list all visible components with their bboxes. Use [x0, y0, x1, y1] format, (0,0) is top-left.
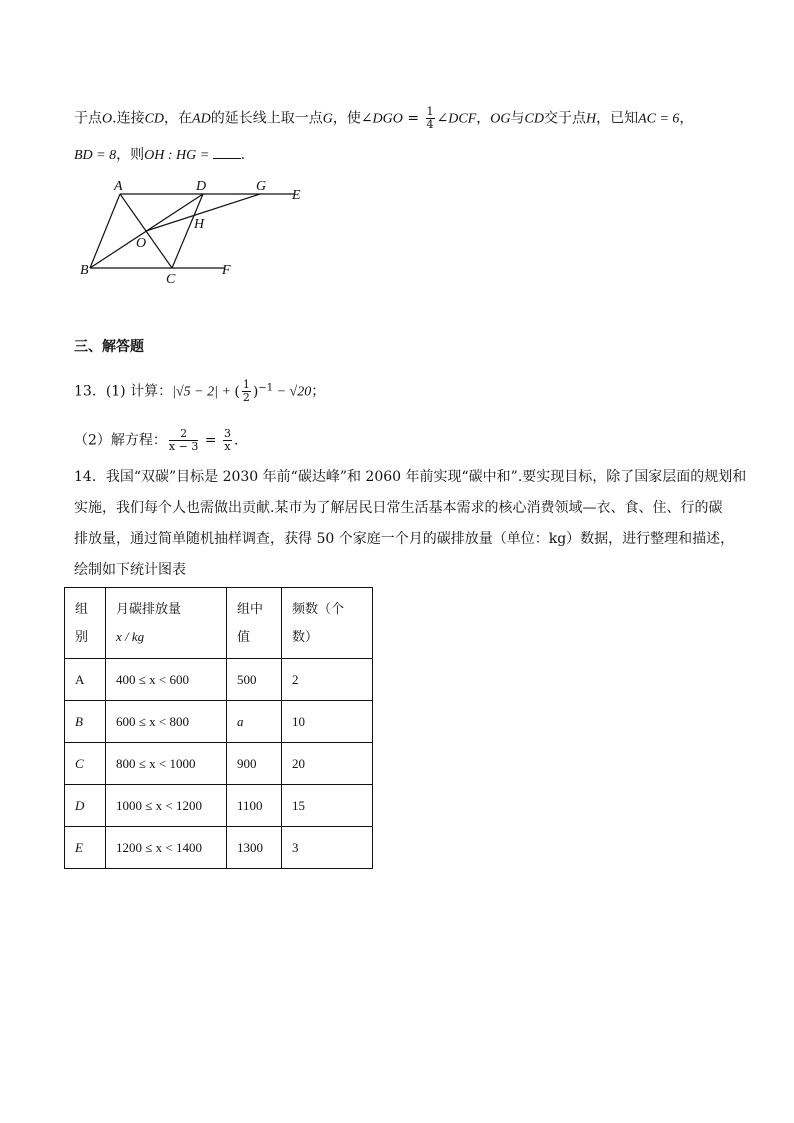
problem13-part2	[74, 428, 238, 453]
text: 于点	[74, 110, 102, 127]
table-row	[65, 659, 373, 701]
label-a: A	[114, 179, 123, 194]
table-row	[65, 827, 373, 869]
header-emission	[106, 588, 227, 659]
cell-midpoint: 1300	[227, 827, 282, 869]
math-var: H	[585, 111, 597, 127]
cell-range: 400 ≤ x < 600	[106, 659, 227, 701]
fraction-rhs	[223, 428, 232, 453]
frac-den: x − 3	[168, 440, 199, 453]
problem13-part1	[74, 378, 325, 404]
cell-range: 800 ≤ x < 1000	[106, 743, 227, 785]
table-header-row	[65, 588, 373, 659]
label-h: H	[194, 217, 205, 232]
text: 交于点	[543, 110, 586, 127]
text: ；	[311, 383, 326, 400]
cell-midpoint: a	[227, 701, 282, 743]
table-row	[65, 743, 373, 785]
label-d: D	[196, 179, 207, 194]
cell-frequency: 15	[282, 785, 373, 827]
problem14-line: 绘制如下统计图表	[74, 562, 186, 578]
header-text: 组	[75, 601, 89, 616]
frac-den: 2	[242, 391, 250, 405]
text: ，	[679, 110, 694, 127]
label-o: O	[136, 236, 147, 251]
problem14-line: 实施，我们每个人也需做出贡献.某市为了解居民日常生活基本需求的核心消费领域—衣、食、住、行的碳	[74, 500, 723, 516]
answer-blank	[213, 146, 241, 159]
cell-frequency: 20	[282, 743, 373, 785]
ratio-oh-hg: OH : HG =	[144, 148, 213, 163]
fraction-one-quarter	[426, 106, 435, 131]
expr-abs: |√5 − 2| +	[172, 384, 235, 400]
math-var: AD	[192, 111, 211, 127]
cell-range: 600 ≤ x < 800	[106, 701, 227, 743]
table-row	[65, 701, 373, 743]
table-row	[65, 785, 373, 827]
cell-group: E	[65, 827, 106, 869]
problem14-line: 14．我国“双碳”目标是 2030 年前“碳达峰”和 2060 年前实现“碳中和”.要实现目标，除了国家层面的规划和	[74, 469, 747, 485]
header-text: 月碳排放量	[116, 601, 182, 616]
cell-group: A	[65, 659, 106, 701]
equals: =	[402, 110, 424, 127]
text: ，已知	[596, 110, 639, 127]
math-var: G	[322, 111, 333, 127]
header-frequency	[282, 588, 373, 659]
header-group	[65, 588, 106, 659]
angle-dcf: ∠DCF	[436, 111, 477, 127]
text: 的延长线上取一点	[210, 110, 323, 127]
equals: =	[200, 432, 221, 449]
label-e: E	[292, 188, 301, 203]
cell-midpoint: 500	[227, 659, 282, 701]
side-ab	[90, 194, 120, 268]
paren-fraction: ( $\frac{1}{2}$ )$^{-1}$	[234, 378, 274, 405]
geometry-figure	[70, 172, 320, 292]
text: .	[233, 432, 239, 449]
label-c: C	[166, 272, 176, 287]
header-text: x / kg	[116, 629, 145, 644]
cell-frequency: 2	[282, 659, 373, 701]
cell-frequency: 3	[282, 827, 373, 869]
math-var: O	[102, 111, 113, 127]
header-text: 值	[237, 629, 251, 644]
problem14-line: 排放量，通过简单随机抽样调查，获得 50 个家庭一个月的碳排放量（单位：kg）数据，进行整理和描述，	[74, 531, 735, 547]
cell-midpoint: 900	[227, 743, 282, 785]
part-label: （2）解方程：	[74, 432, 167, 449]
text: .连接	[112, 110, 145, 127]
cell-group: B	[65, 701, 106, 743]
header-midpoint	[227, 588, 282, 659]
text: ，	[476, 110, 491, 127]
header-text: 频数（个数）	[292, 601, 345, 644]
text: ，则	[116, 147, 145, 163]
section-heading: 三、解答题	[74, 339, 144, 355]
text: .	[240, 147, 246, 163]
frac-num: 3	[223, 427, 231, 440]
text: ，使	[332, 110, 361, 127]
text: ，在	[164, 110, 193, 127]
frac-num: 1	[242, 378, 250, 392]
problem12-line2	[74, 145, 245, 166]
text: 与	[510, 110, 525, 127]
given-ac: AC = 6	[638, 111, 680, 127]
cell-group: D	[65, 785, 106, 827]
label-f: F	[222, 263, 231, 278]
math-var: OG	[490, 111, 511, 127]
cell-group: C	[65, 743, 106, 785]
math-var: CD	[144, 111, 165, 127]
angle-dgo: ∠DGO	[360, 111, 403, 127]
fraction-lhs	[169, 428, 198, 453]
exponent: −1	[258, 382, 274, 393]
cell-range: 1000 ≤ x < 1200	[106, 785, 227, 827]
part-label: 13．(1) 计算：	[74, 383, 173, 400]
header-text: 别	[75, 629, 89, 644]
frac-num: 1	[426, 105, 434, 118]
frac-num: 2	[169, 428, 198, 441]
label-b: B	[80, 263, 89, 278]
problem12-line1	[74, 106, 693, 131]
cell-midpoint: 1100	[227, 785, 282, 827]
frac-den: 4	[426, 118, 434, 131]
given-bd: BD = 8	[74, 148, 117, 163]
cell-frequency: 10	[282, 701, 373, 743]
header-text: 组中	[237, 601, 264, 616]
math-var: CD	[524, 111, 544, 127]
frac-den: x	[224, 440, 231, 453]
cell-range: 1200 ≤ x < 1400	[106, 827, 227, 869]
label-g: G	[256, 179, 267, 194]
carbon-emission-table	[64, 587, 373, 869]
expr-sqrt20: − √20	[273, 384, 312, 400]
